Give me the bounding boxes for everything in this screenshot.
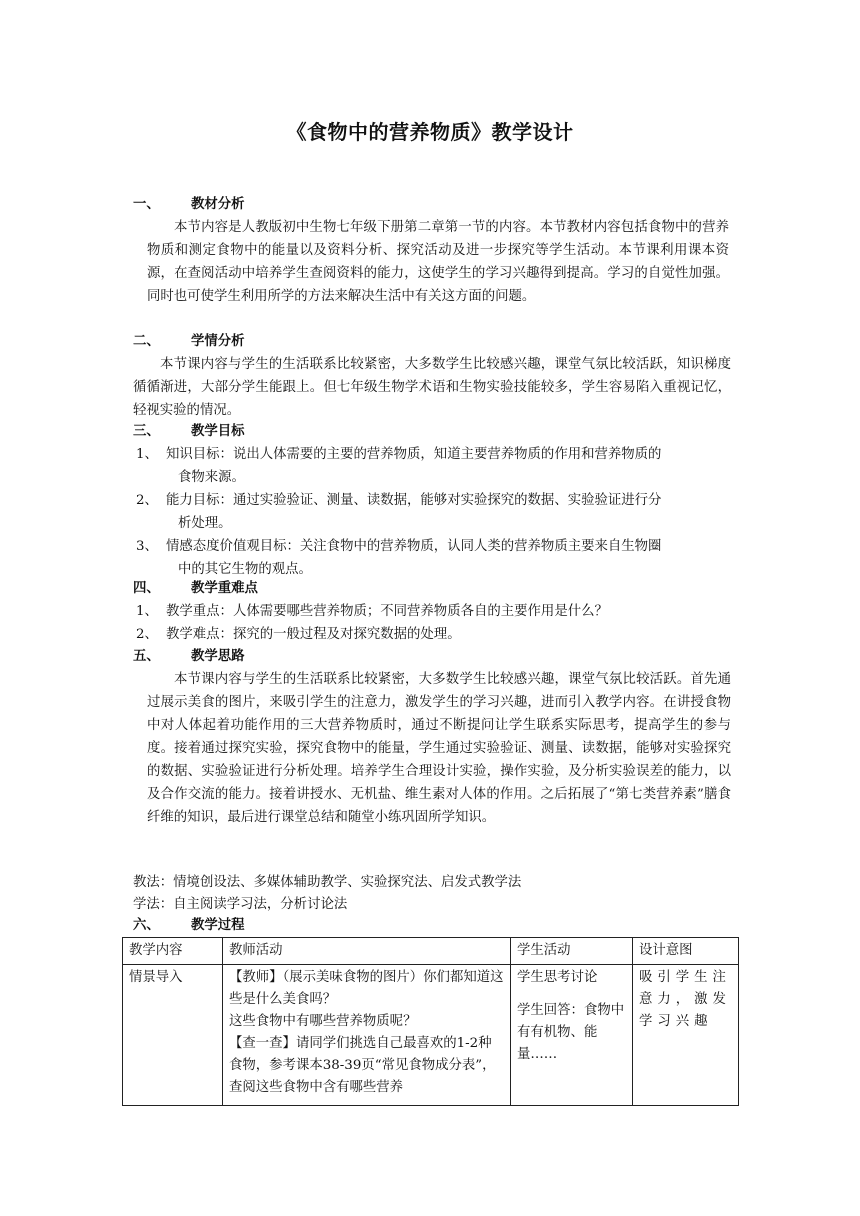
section-title: 教学重难点 (191, 581, 258, 596)
section-number: 四、 (133, 581, 160, 596)
section-heading-2 (133, 332, 245, 352)
section-1-text: 本节内容是人教版初中生物七年级下册第二章第一节的内容。本节教材内容包括食物中的营养物质和测定食物中的能量以及资料分析、探究活动及进一步探究等学生活动。本节课利用课本资源，在查阅活动中培养学生查阅资料的能力，这使学生的学习兴趣得到提高。学习的自觉性加强。同时也可使学生利用所学的方法来解决生活中有关这方面的问题。 (147, 220, 729, 304)
list-index: 2、 (136, 493, 158, 508)
list-text: 情感态度价值观目标：关注食物中的营养物质，认同人类的营养物质主要来自生物圈 (166, 539, 662, 554)
student-line: 学生回答：食物中有有机物、能量…… (517, 1003, 625, 1062)
list-text-continued: 中的其它生物的观点。 (178, 562, 312, 577)
learning-methods: 学法：自主阅读学习法，分析讨论法 (133, 897, 348, 912)
column-header-intent: 设计意图 (633, 938, 739, 965)
teacher-line: 这些食物中有哪些营养物质呢？ (229, 1014, 417, 1029)
section-number: 五、 (133, 649, 160, 664)
section-number: 三、 (133, 424, 160, 439)
cell-content: 情景导入 (123, 965, 223, 1106)
teaching-process-table (122, 937, 739, 1106)
list-text: 教学重点：人体需要哪些营养物质；不同营养物质各自的主要作用是什么？ (166, 604, 608, 619)
section-2-text: 本节课内容与学生的生活联系比较紧密，大多数学生比较感兴趣，课堂气氛比较活跃，知识梯度循循渐进，大部分学生能跟上。但七年级生物学术语和生物实验技能较多，学生容易陷入重视记忆，轻视实验的情况。 (133, 357, 731, 418)
cell-teacher (223, 965, 511, 1106)
list-text: 知识目标：说出人体需要的主要的营养物质，知道主要营养物质的作用和营养物质的 (166, 447, 662, 462)
list-index: 1、 (136, 604, 158, 619)
document-title: 《食物中的营养物质》教学设计 (286, 120, 574, 144)
cell-student (511, 965, 633, 1106)
teacher-line: 【教师】（展示美味食物的图片）你们都知道这些是什么美食吗？ (229, 970, 504, 1007)
list-text: 教学难点：探究的一般过程及对探究数据的处理。 (166, 627, 461, 642)
section-title: 教学过程 (191, 918, 245, 933)
section-heading-3 (133, 422, 245, 442)
list-text-continued: 析处理。 (178, 516, 232, 531)
table-header-row (123, 938, 739, 965)
student-line: 学生思考讨论 (517, 970, 598, 985)
list-index: 2、 (136, 627, 158, 642)
section-number: 一、 (133, 197, 160, 212)
section-heading-1 (133, 195, 245, 215)
section-heading-4 (133, 579, 258, 599)
column-header-teacher: 教师活动 (223, 938, 511, 965)
teacher-line: 【查一查】请同学们挑选自己最喜欢的1-2种食物，参考课本38-39页“常见食物成分表”，查阅这些食物中含有哪些营养 (229, 1036, 496, 1095)
column-header-student: 学生活动 (511, 938, 633, 965)
section-5-text: 本节课内容与学生的生活联系比较紧密，大多数学生比较感兴趣，课堂气氛比较活跃。首先通过展示美食的图片，来吸引学生的注意力，激发学生的学习兴趣，进而引入教学内容。在讲授食物中对人体起着功能作用的三大营养物质时，通过不断提问让学生联系实际思考，提高学生的参与度。接着通过探究实验，探究食物中的能量，学生通过实验验证、测量、读数据，能够对实验探究的数据、实验验证进行分析处理。培养学生合理设计实验，操作实验，及分析实验误差的能力，以及合作交流的能力。接着讲授水、无机盐、维生素对人体的作用。之后拓展了“第七类营养素”膳食纤维的知识，最后进行课堂总结和随堂小练巩固所学知识。 (147, 672, 731, 825)
list-index: 1、 (136, 447, 158, 462)
section-number: 二、 (133, 334, 160, 349)
section-title: 教学思路 (191, 649, 245, 664)
section-number: 六、 (133, 918, 160, 933)
teaching-methods: 教法：情境创设法、多媒体辅助教学、实验探究法、启发式教学法 (133, 875, 522, 890)
section-heading-6 (133, 916, 245, 936)
column-header-content: 教学内容 (123, 938, 223, 965)
table-row (123, 965, 739, 1106)
cell-intent: 吸引学生注意力，激发学习兴趣 (633, 965, 739, 1106)
section-title: 学情分析 (191, 334, 245, 349)
list-index: 3、 (136, 539, 158, 554)
section-title: 教材分析 (191, 197, 245, 212)
list-text: 能力目标：通过实验验证、测量、读数据，能够对实验探究的数据、实验验证进行分 (166, 493, 662, 508)
section-title: 教学目标 (191, 424, 245, 439)
section-heading-5 (133, 647, 245, 667)
list-text-continued: 食物来源。 (178, 470, 245, 485)
